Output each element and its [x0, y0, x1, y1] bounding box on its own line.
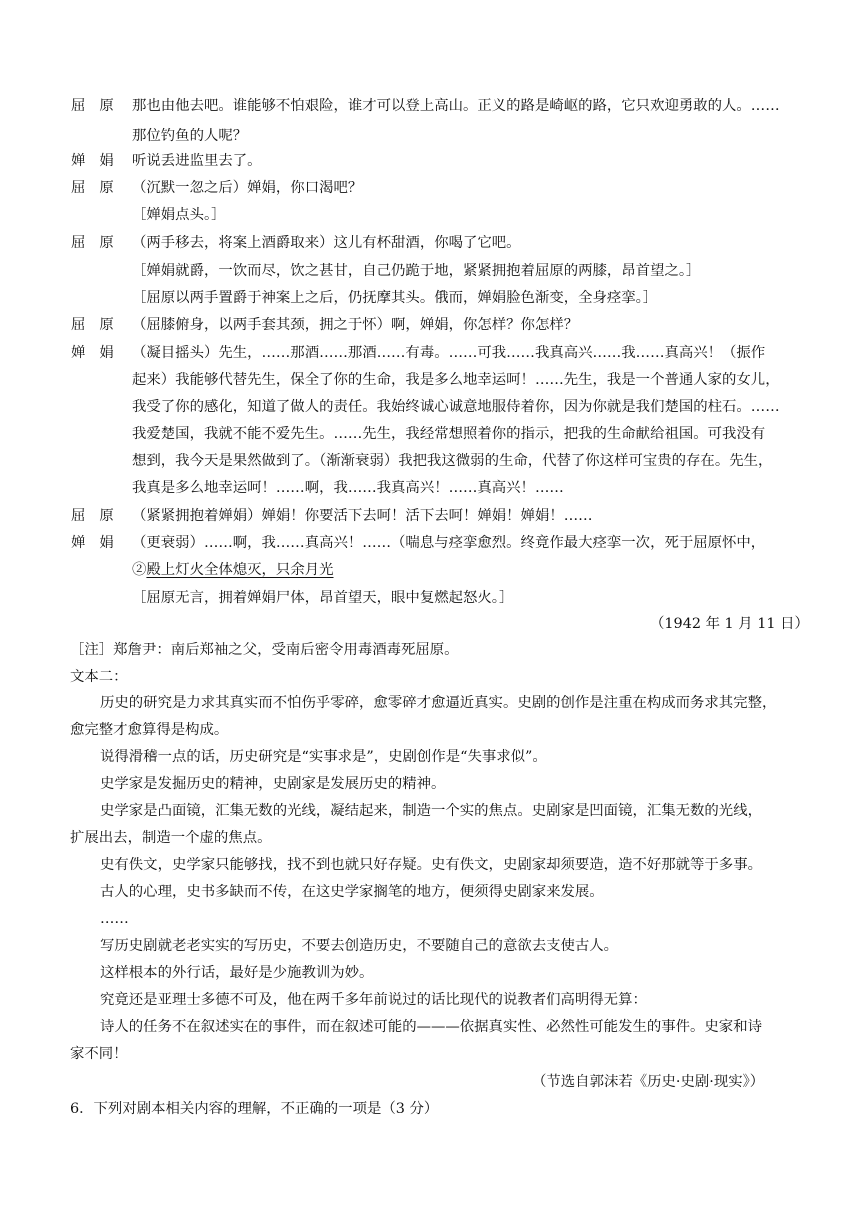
paragraph: ……	[100, 911, 129, 927]
paragraph: 诗人的任务不在叙述实在的事件，而在叙述可能的———依据真实性、必然性可能发生的事件。史家和诗	[100, 1019, 762, 1035]
date-line: （1942 年 1 月 11 日）	[650, 616, 809, 632]
paragraph: 写历史剧就老老实实的写历史，不要去创造历史，不要随自己的意欲去支使古人。	[100, 938, 619, 954]
paragraph: 扩展出去，制造一个虚的焦点。	[70, 830, 272, 846]
footnote: ［注］郑詹尹：南后郑袖之父，受南后密令用毒酒毒死屈原。	[70, 642, 459, 658]
speaker: 婵娟	[71, 345, 128, 361]
dialogue-line: （两手移去，将案上酒爵取来）这儿有杯甜酒，你喝了它吧。	[132, 235, 521, 251]
dialogue-line: 我爱楚国，我就不能不爱先生。……先生，我经常想照着你的指示，把我的生命献给祖国。可我没有	[132, 426, 766, 442]
source-citation: （节选自郭沫若《历史·史剧·现实》）	[532, 1074, 765, 1090]
dialogue-line: （凝目摇头）先生，……那酒……那酒……有毒。……可我……我真高兴……我……真高兴！（振作	[132, 345, 766, 361]
dialogue-line: 我受了你的感化，知道了做人的责任。我始终诚心诚意地服侍着你，因为你就是我们楚国的柱石。……	[132, 399, 780, 415]
speaker: 屈原	[71, 235, 128, 251]
dialogue-line: （沉默一忽之后）婵娟，你口渴吧？	[132, 180, 363, 196]
speaker: 屈原	[71, 508, 128, 524]
dialogue-line: 那也由他去吧。谁能够不怕艰险，谁才可以登上高山。正义的路是崎岖的路，它只欢迎勇敢的人。……	[132, 98, 780, 114]
paragraph: 史学家是凸面镜，汇集无数的光线，凝结起来，制造一个实的焦点。史剧家是凹面镜，汇集无数的光线，	[100, 803, 762, 819]
question: 6．下列对剧本相关内容的理解，不正确的一项是（3 分）	[70, 1101, 439, 1117]
dialogue-line: 那位钓鱼的人呢？	[132, 128, 248, 144]
dialogue-line: 听说丢进监里去了。	[132, 153, 262, 169]
paragraph: 古人的心理，史书多缺而不传，在这史学家搁笔的地方，便须得史剧家来发展。	[100, 884, 604, 900]
speaker: 屈原	[71, 98, 128, 114]
stage-direction: ［婵娟点头。］	[132, 207, 226, 223]
paragraph: 说得滑稽一点的话，历史研究是“实事求是”，史剧创作是“失事求似”。	[100, 749, 547, 765]
dialogue-line: 想到，我今天是果然做到了。（渐渐衰弱）我把我这微弱的生命，代替了你这样可宝贵的存在。先生，	[132, 453, 773, 469]
paragraph: 史学家是发掘历史的精神，史剧家是发展历史的精神。	[100, 776, 446, 792]
speaker: 屈原	[71, 317, 128, 333]
stage-direction: ［婵娟就爵，一饮而尽，饮之甚甘，自己仍跪于地，紧紧拥抱着屈原的两膝，昂首望之。］	[132, 263, 701, 279]
dialogue-line: 我真是多么地幸运呵！……啊，我……我真高兴！……真高兴！……	[132, 480, 564, 496]
speaker: 婵娟	[71, 535, 128, 551]
paragraph: 历史的研究是力求其真实而不怕伤乎零碎，愈零碎才愈逼近真实。史剧的创作是注重在构成而务求其完整，	[100, 695, 777, 711]
paragraph: 家不同！	[70, 1046, 128, 1062]
underlined-phrase: 殿上灯火全体熄灭，只余月光	[146, 562, 334, 578]
dialogue-line: ②殿上灯火全体熄灭，只余月光	[132, 562, 334, 578]
speaker: 屈原	[71, 180, 128, 196]
paragraph: 究竟还是亚理士多德不可及，他在两千多年前说过的话比现代的说教者们高明得无算：	[100, 992, 647, 1008]
dialogue-line: （紧紧拥抱着婵娟）婵娟！你要活下去呵！活下去呵！婵娟！婵娟！……	[132, 508, 593, 524]
paragraph: 史有佚文，史学家只能够找，找不到也就只好存疑。史有佚文，史剧家却须要造，造不好那就等于多事。	[100, 857, 762, 873]
paragraph: 愈完整才愈算得是构成。	[70, 722, 229, 738]
dialogue-line: （更衰弱）……啊，我……真高兴！……（喘息与痉挛愈烈。终竟作最大痉挛一次，死于屈原怀中，	[132, 535, 766, 551]
dialogue-line: 起来）我能够代替先生，保全了你的生命，我是多么地幸运呵！……先生，我是一个普通人家的女儿，	[132, 372, 780, 388]
section-heading: 文本二：	[70, 669, 128, 685]
stage-direction: ［屈原无言，拥着婵娟尸体，昂首望天，眼中复燃起怒火。］	[132, 590, 514, 606]
stage-direction: ［屈原以两手置爵于神案上之后，仍抚摩其头。俄而，婵娟脸色渐变，全身痉挛。］	[132, 290, 658, 306]
paragraph: 这样根本的外行话，最好是少施教训为妙。	[100, 965, 374, 981]
dialogue-line: （屈膝俯身，以两手套其颈，拥之于怀）啊，婵娟，你怎样？你怎样？	[132, 317, 579, 333]
speaker: 婵娟	[71, 153, 128, 169]
